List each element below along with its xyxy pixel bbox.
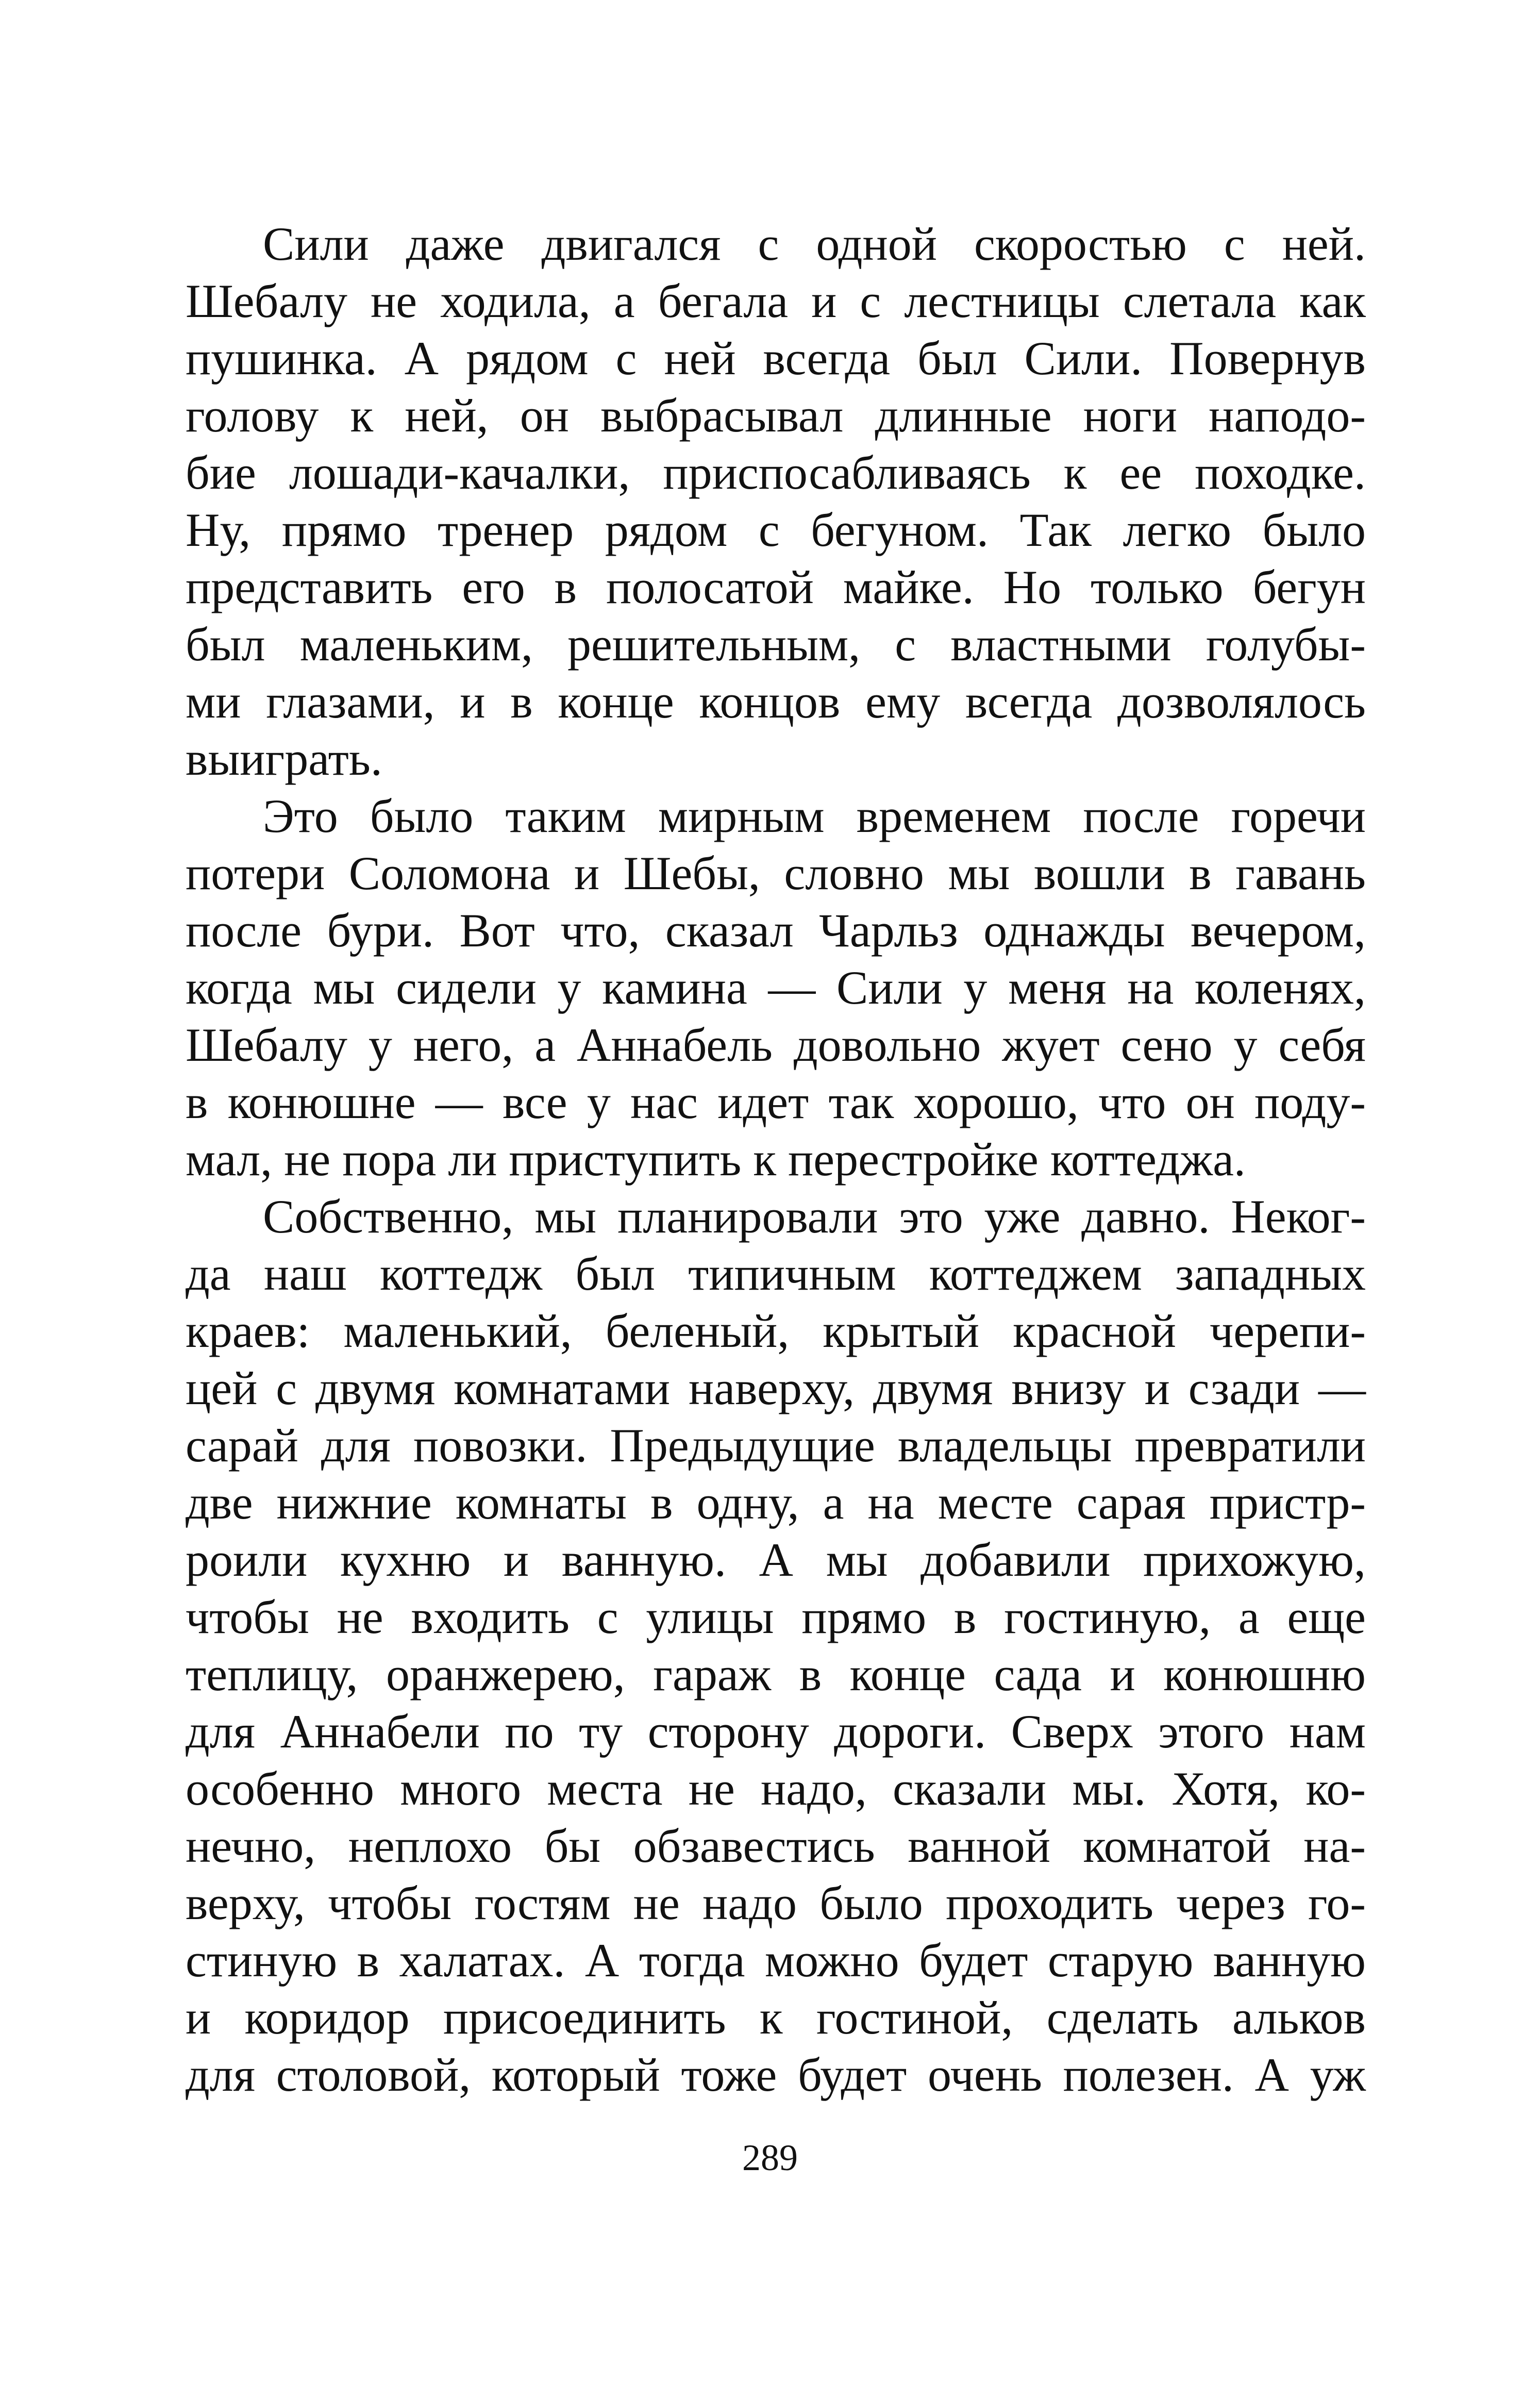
text-line: после бури. Вот что, сказал Чарльз однажды вечером, — [186, 904, 1366, 957]
text-line: нечно, неплохо бы обзавестись ванной комнатой на- — [186, 1820, 1366, 1872]
text-line: краев: маленький, беленый, крытый красной черепи- — [186, 1305, 1366, 1357]
text-line: и коридор присоединить к гостиной, сделать альков — [186, 1991, 1366, 2044]
text-line: выиграть. — [186, 732, 382, 785]
text-line: Сили даже двигался с одной скоростью с ней. — [263, 218, 1366, 270]
text-line: ми глазами, и в конце концов ему всегда дозволялось — [186, 675, 1366, 728]
body-text — [186, 215, 1366, 2104]
text-line: особенно много места не надо, сказали мы. Хотя, ко- — [186, 1762, 1366, 1815]
text-line: пушинка. А рядом с ней всегда был Сили. Повернув — [186, 332, 1366, 385]
text-line: был маленьким, решительным, с властными голубы- — [186, 618, 1366, 671]
text-line: роили кухню и ванную. А мы добавили прихожую, — [186, 1534, 1366, 1586]
text-line: мал, не пора ли приступить к перестройке коттеджа. — [186, 1133, 1246, 1186]
text-line: Шебалу у него, а Аннабель довольно жует сено у себя — [186, 1019, 1366, 1071]
text-line: для Аннабели по ту сторону дороги. Сверх этого нам — [186, 1705, 1366, 1758]
page-number: 289 — [742, 2137, 798, 2178]
text-line: бие лошади-качалки, приспосабливаясь к ее походке. — [186, 446, 1366, 499]
text-line: в конюшне — все у нас идет так хорошо, что он поду- — [186, 1076, 1366, 1128]
text-line: для столовой, который тоже будет очень полезен. А уж — [186, 2048, 1366, 2101]
text-line: верху, чтобы гостям не надо было проходить через го- — [186, 1877, 1366, 1929]
text-line: стиную в халатах. А тогда можно будет старую ванную — [186, 1934, 1366, 1987]
text-line: теплицу, оранжерею, гараж в конце сада и конюшню — [186, 1648, 1366, 1701]
text-line: сарай для повозки. Предыдущие владельцы превратили — [186, 1419, 1366, 1472]
text-line: цей с двумя комнатами наверху, двумя внизу и сзади — — [186, 1362, 1366, 1414]
text-line: Собственно, мы планировали это уже давно. Неког- — [263, 1190, 1366, 1243]
text-line: две нижние комнаты в одну, а на месте сарая пристр- — [186, 1476, 1366, 1529]
text-line: представить его в полосатой майке. Но только бегун — [186, 561, 1366, 613]
text-line: Это было таким мирным временем после горечи — [263, 790, 1366, 842]
text-line: да наш коттедж был типичным коттеджем западных — [186, 1247, 1366, 1300]
text-line: голову к ней, он выбрасывал длинные ноги наподо- — [186, 389, 1366, 442]
text-line: Шебалу не ходила, а бегала и с лестницы слетала как — [186, 275, 1366, 327]
text-line: потери Соломона и Шебы, словно мы вошли в гавань — [186, 847, 1366, 899]
text-line: когда мы сидели у камина — Сили у меня на коленях, — [186, 961, 1366, 1014]
text-line: Ну, прямо тренер рядом с бегуном. Так легко было — [186, 504, 1366, 556]
text-line: чтобы не входить с улицы прямо в гостиную, а еще — [186, 1591, 1366, 1643]
